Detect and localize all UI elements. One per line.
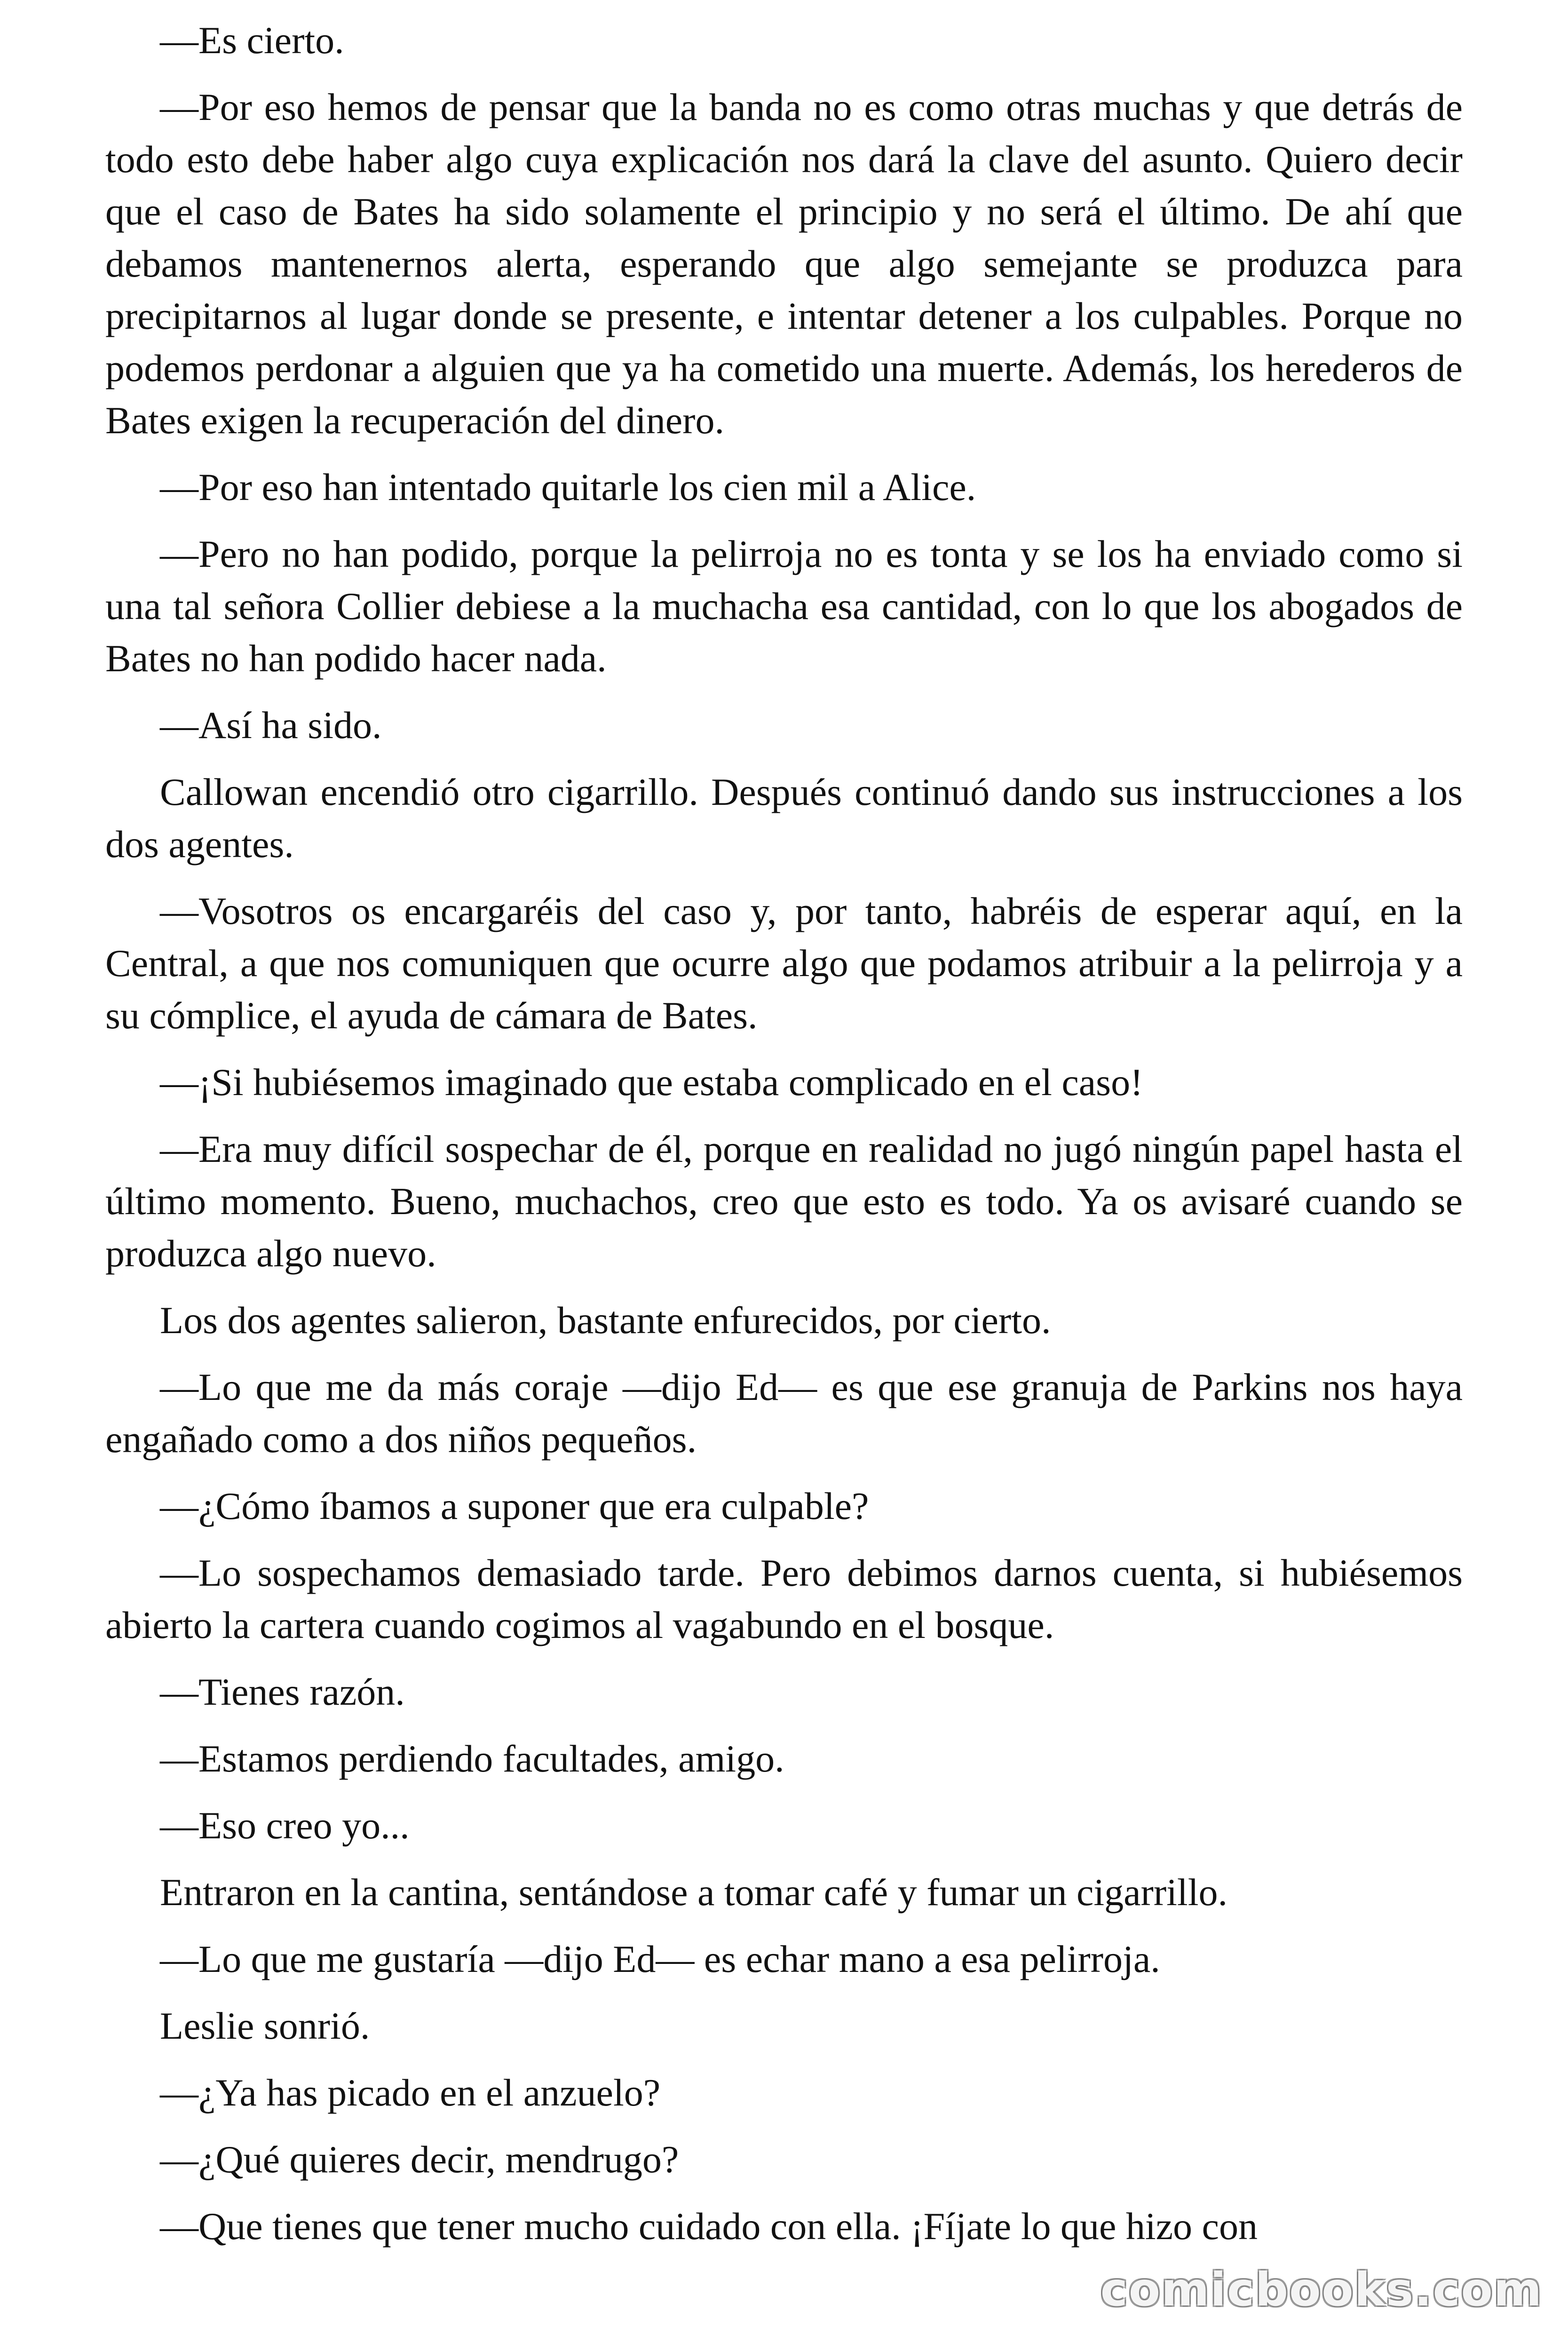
book-page-text <box>105 14 1463 2267</box>
paragraph: —Que tienes que tener mucho cuidado con ella. ¡Fíjate lo que hizo con <box>160 2205 1258 2248</box>
paragraph: —¿Ya has picado en el anzuelo? <box>160 2071 661 2114</box>
paragraph: —Lo que me da más coraje —dijo Ed— es que ese granuja de Parkins nos haya engañado como a dos niños pequeños. <box>105 1366 1463 1461</box>
paragraph: —¡Si hubiésemos imaginado que estaba complicado en el caso! <box>160 1061 1143 1104</box>
paragraph: Callowan encendió otro cigarrillo. Después continuó dando sus instrucciones a los dos agentes. <box>105 771 1463 866</box>
paragraph: —Es cierto. <box>160 19 344 62</box>
paragraph: —Lo sospechamos demasiado tarde. Pero debimos darnos cuenta, si hubiésemos abierto la cartera cuando cogimos al vagabundo en el bosque. <box>105 1551 1463 1646</box>
watermark: comicbooks.com <box>1100 2263 1543 2317</box>
paragraph: Los dos agentes salieron, bastante enfurecidos, por cierto. <box>160 1299 1051 1342</box>
paragraph: —Pero no han podido, porque la pelirroja no es tonta y se los ha enviado como si una tal señora Collier debiese a la muchacha esa cantidad, con lo que los abogados de Bates no han podido hacer nada. <box>105 532 1463 680</box>
paragraph: Entraron en la cantina, sentándose a tomar café y fumar un cigarrillo. <box>160 1871 1227 1914</box>
paragraph: —Estamos perdiendo facultades, amigo. <box>160 1737 784 1780</box>
paragraph: Leslie sonrió. <box>160 2004 370 2047</box>
paragraph: —Vosotros os encargaréis del caso y, por tanto, habréis de esperar aquí, en la Central, a que nos comuniquen que ocurre algo que podamos atribuir a la pelirroja y a su cómplice, el ayuda de cámara de Bates. <box>105 890 1463 1037</box>
paragraph: —Así ha sido. <box>160 704 382 747</box>
paragraph: —¿Cómo íbamos a suponer que era culpable? <box>160 1485 869 1527</box>
paragraph: —Eso creo yo... <box>160 1804 410 1847</box>
paragraph: —Era muy difícil sospechar de él, porque en realidad no jugó ningún papel hasta el último momento. Bueno, muchachos, creo que esto es todo. Ya os avisaré cuando se produzca algo nuevo. <box>105 1128 1463 1275</box>
paragraph: —Por eso hemos de pensar que la banda no es como otras muchas y que detrás de todo esto debe haber algo cuya explicación nos dará la clave del asunto. Quiero decir que el caso de Bates ha sido solamente el principio y no será el último. De ahí que debamos mantenernos alerta, esperando que algo semejante se produzca para precipitarnos al lugar donde se presente, e intentar detener a los culpables. Porque no podemos perdonar a alguien que ya ha cometido una muerte. Además, los herederos de Bates exigen la recuperación del dinero. <box>105 86 1463 442</box>
paragraph: —Lo que me gustaría —dijo Ed— es echar mano a esa pelirroja. <box>160 1938 1160 1980</box>
paragraph: —Tienes razón. <box>160 1670 405 1713</box>
paragraph: —Por eso han intentado quitarle los cien mil a Alice. <box>160 466 976 509</box>
paragraph: —¿Qué quieres decir, mendrugo? <box>160 2138 679 2181</box>
